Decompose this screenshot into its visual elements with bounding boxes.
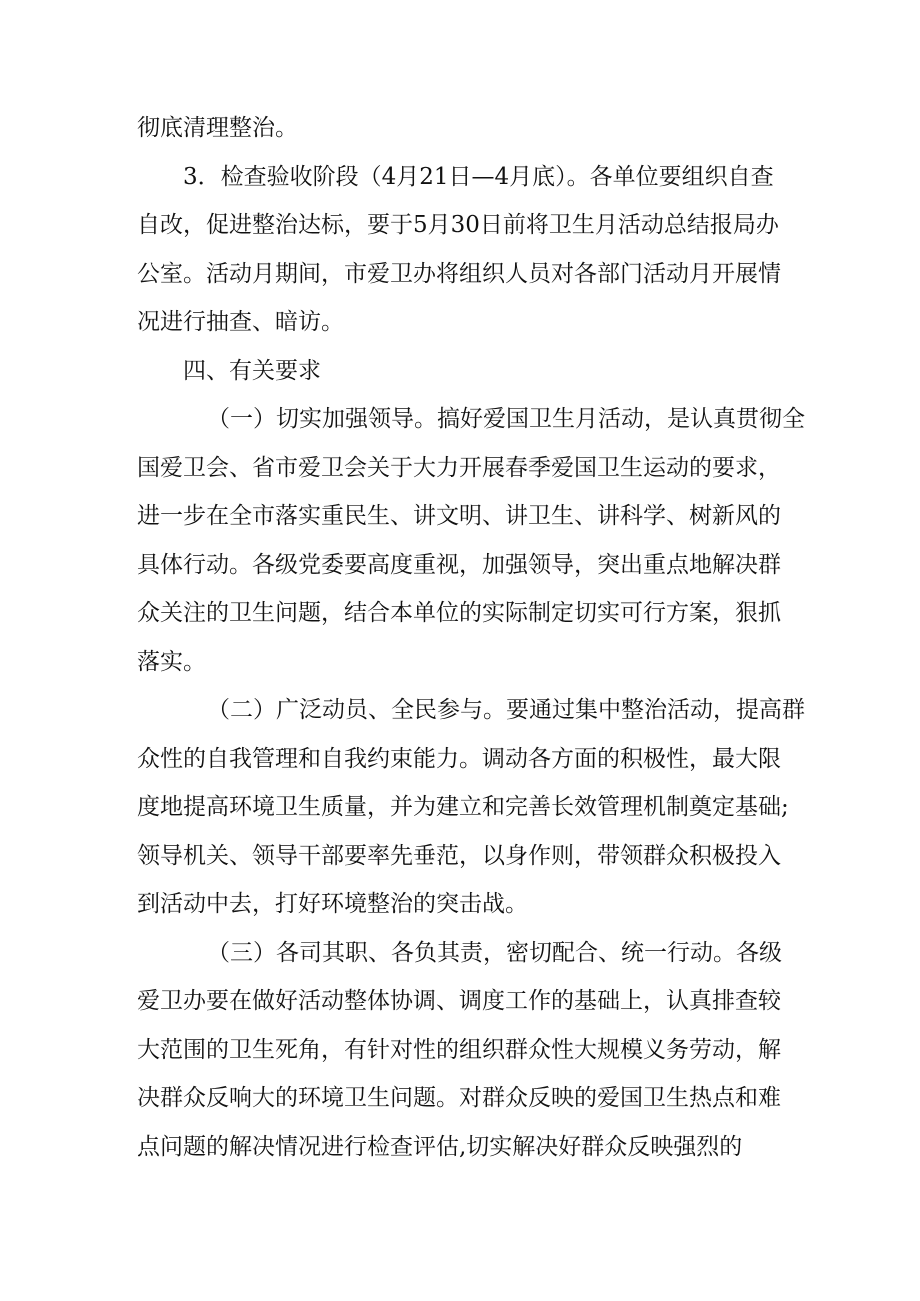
text-line: 决群众反响大的环境卫生问题。对群众反映的爱国卫生热点和难 <box>137 1085 781 1111</box>
text-line: 四、有关要求 <box>183 357 321 384</box>
text-line: 点问题的解决情况进行检查评估,切实解决好群众反映强烈的 <box>137 1133 743 1160</box>
text-line: 公室。活动月期间，市爱卫办将组织人员对各部门活动月开展情 <box>137 260 781 287</box>
text-line: 度地提高环境卫生质量，并为建立和完善长效管理机制奠定基础; <box>137 794 789 820</box>
text-line: （三）各司其职、各负其责，密切配合、统一行动。各级 <box>207 939 782 966</box>
text-line: 彻底清理整治。 <box>137 115 298 141</box>
text-line: 落实。 <box>137 648 206 675</box>
text-line: 到活动中去，打好环境整治的突击战。 <box>137 891 528 917</box>
text-line: 众性的自我管理和自我约束能力。调动各方面的积极性，最大限 <box>137 745 781 772</box>
text-line: 具体行动。各级党委要高度重视，加强领导，突出重点地解决群 <box>137 551 781 578</box>
text-line: 进一步在全市落实重民生、讲文明、讲卫生、讲科学、树新风的 <box>137 503 781 529</box>
text-line: 国爱卫会、省市爱卫会关于大力开展春季爱国卫生运动的要求， <box>137 454 781 481</box>
text-line: （二）广泛动员、全民参与。要通过集中整治活动，提高群 <box>207 697 805 723</box>
text-line: 大范围的卫生死角，有针对性的组织群众性大规模义务劳动，解 <box>137 1036 781 1063</box>
text-line: 自改，促进整治达标，要于5月30日前将卫生月活动总结报局办 <box>137 212 779 238</box>
text-line: 众关注的卫生问题，结合本单位的实际制定切实可行方案，狠抓 <box>137 600 781 626</box>
text-line: 爱卫办要在做好活动整体协调、调度工作的基础上，认真排查较 <box>137 988 781 1014</box>
text-line: 况进行抽查、暗访。 <box>137 309 344 335</box>
text-line: （一）切实加强领导。搞好爱国卫生月活动，是认真贯彻全 <box>207 406 805 432</box>
text-line: 领导机关、领导干部要率先垂范，以身作则，带领群众积极投入 <box>137 842 781 869</box>
document-body <box>137 104 805 1171</box>
text-line: 3．检查验收阶段（4月21日—4月底）。各单位要组织自查 <box>183 163 774 190</box>
